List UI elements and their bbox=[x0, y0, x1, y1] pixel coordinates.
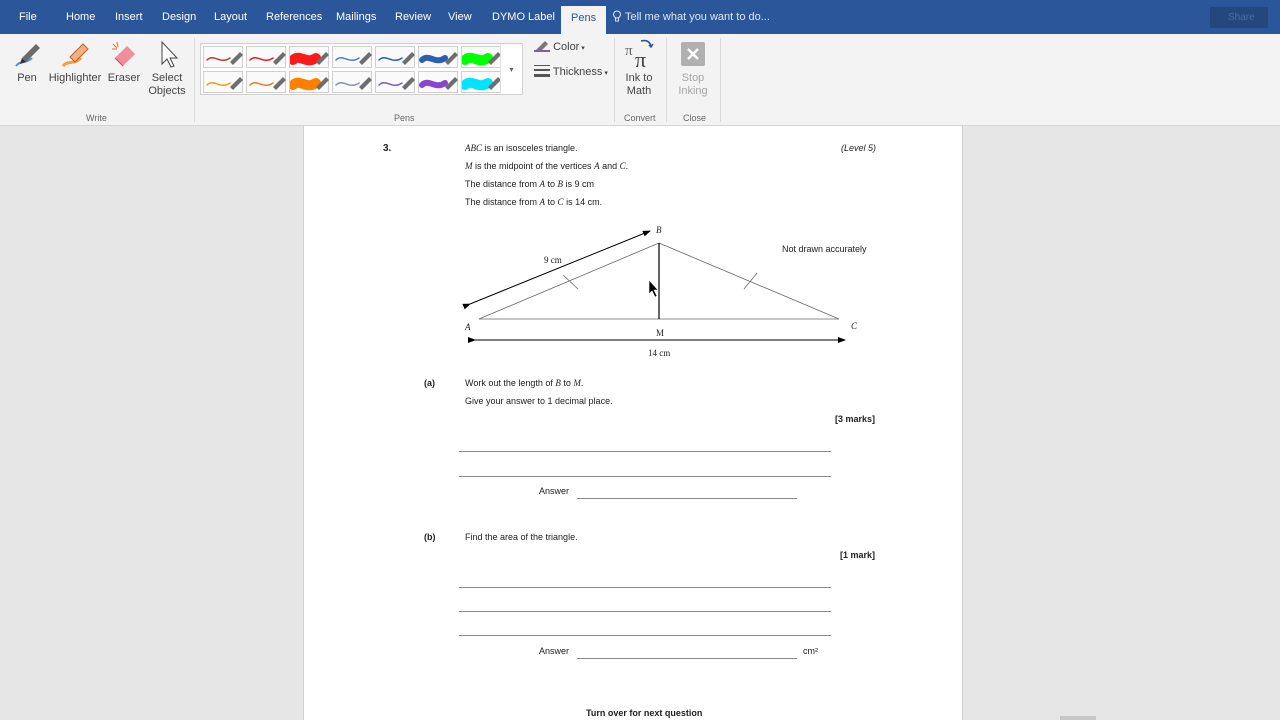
tab-insert[interactable]: Insert bbox=[115, 11, 143, 23]
write-group-label: Write bbox=[86, 113, 107, 123]
part-a-text-2: Give your answer to 1 decimal place. bbox=[465, 396, 613, 406]
pen-swatch[interactable] bbox=[375, 71, 415, 93]
vertex-label-a: A bbox=[465, 322, 471, 332]
pen-swatch[interactable] bbox=[289, 46, 329, 68]
eraser-label: Eraser bbox=[107, 72, 141, 84]
pen-icon bbox=[12, 38, 42, 70]
highlighter-button[interactable] bbox=[48, 38, 102, 85]
side-bc bbox=[659, 243, 839, 319]
horizontal-scrollbar-thumb[interactable] bbox=[1060, 716, 1096, 720]
tick-bc bbox=[744, 273, 757, 289]
length-label-ac: 14 cm bbox=[648, 348, 671, 358]
tab-home[interactable]: Home bbox=[66, 11, 96, 23]
question-number: 3. bbox=[383, 143, 392, 154]
document-page[interactable] bbox=[303, 126, 963, 720]
close-group-label: Close bbox=[683, 113, 707, 123]
stop-inking-label-1: Stop bbox=[681, 72, 705, 84]
select-objects-label-1: Select bbox=[151, 72, 183, 84]
part-b-label: (b) bbox=[424, 532, 436, 542]
highlighter-label: Highlighter bbox=[48, 72, 102, 84]
tab-view[interactable]: View bbox=[448, 11, 472, 23]
question-line-2: M is the midpoint of the vertices A and C. bbox=[465, 161, 629, 171]
thickness-dropdown[interactable]: Thickness ▾ bbox=[534, 65, 608, 78]
eraser-icon bbox=[109, 38, 139, 70]
tab-references[interactable]: References bbox=[266, 11, 323, 23]
pen-swatch[interactable] bbox=[418, 71, 458, 93]
dimension-arrow-ab bbox=[470, 231, 650, 304]
pen-swatch[interactable] bbox=[461, 71, 501, 93]
answer-line[interactable] bbox=[459, 451, 831, 452]
ink-to-math-label-1: Ink to bbox=[625, 72, 653, 84]
pen-swatch[interactable] bbox=[203, 46, 243, 68]
ribbon-pens bbox=[0, 34, 1280, 126]
tab-pens[interactable]: Pens bbox=[561, 6, 606, 34]
pen-button[interactable] bbox=[8, 38, 46, 85]
svg-text:π: π bbox=[635, 47, 647, 70]
chevron-down-icon: ▾ bbox=[509, 65, 514, 74]
pen-swatch[interactable] bbox=[375, 46, 415, 68]
tab-mailings[interactable]: Mailings bbox=[336, 11, 377, 23]
stop-inking-button[interactable] bbox=[673, 38, 713, 98]
pen-swatch[interactable] bbox=[332, 46, 372, 68]
part-b-unit: cm² bbox=[803, 646, 818, 656]
group-separator bbox=[720, 38, 721, 122]
select-objects-label-2: Objects bbox=[148, 85, 186, 97]
vertex-label-c: C bbox=[851, 321, 858, 331]
question-line-4: The distance from A to C is 14 cm. bbox=[465, 197, 603, 207]
pen-swatch[interactable] bbox=[289, 71, 329, 93]
not-drawn-accurately-note: Not drawn accurately bbox=[782, 244, 867, 254]
tab-design[interactable]: Design bbox=[162, 11, 197, 23]
highlighter-icon bbox=[60, 38, 90, 70]
part-b-text: Find the area of the triangle. bbox=[465, 532, 578, 542]
pens-gallery bbox=[200, 43, 523, 95]
eraser-button[interactable] bbox=[104, 38, 144, 85]
svg-text:π: π bbox=[625, 43, 633, 59]
share-label: Share bbox=[1228, 12, 1255, 23]
answer-line[interactable] bbox=[459, 635, 831, 636]
question-line-1: ABC is an isosceles triangle. bbox=[465, 143, 578, 153]
vertex-label-b: B bbox=[656, 225, 662, 235]
convert-group-label: Convert bbox=[624, 113, 656, 123]
part-b-answer-field[interactable] bbox=[577, 658, 797, 659]
part-b-marks: [1 mark] bbox=[840, 550, 876, 560]
mouse-cursor-icon bbox=[649, 280, 658, 297]
part-a-marks: [3 marks] bbox=[835, 414, 876, 424]
turn-over-footer: Turn over for next question bbox=[586, 708, 703, 718]
pen-swatch[interactable] bbox=[332, 71, 372, 93]
cursor-arrow-icon bbox=[152, 38, 182, 70]
part-b-answer-label: Answer bbox=[539, 646, 570, 656]
question-level: (Level 5) bbox=[841, 143, 877, 153]
part-a-text-1: Work out the length of B to M. bbox=[465, 378, 584, 388]
pen-swatch[interactable] bbox=[418, 46, 458, 68]
tab-file[interactable]: File bbox=[19, 11, 37, 23]
close-x-icon bbox=[677, 38, 709, 70]
part-a-answer-field[interactable] bbox=[577, 498, 797, 499]
answer-line[interactable] bbox=[459, 611, 831, 612]
tab-dymo-label[interactable]: DYMO Label bbox=[492, 11, 555, 23]
question-line-3: The distance from A to B is 9 cm bbox=[465, 179, 595, 189]
answer-line[interactable] bbox=[459, 476, 831, 477]
group-separator bbox=[666, 38, 667, 122]
share-button[interactable] bbox=[1210, 7, 1268, 28]
length-label-ab: 9 cm bbox=[544, 255, 562, 265]
thickness-label: Thickness bbox=[552, 66, 603, 78]
answer-line[interactable] bbox=[459, 587, 831, 588]
vertex-label-m: M bbox=[656, 328, 665, 338]
select-objects-button[interactable] bbox=[146, 38, 188, 98]
color-dropdown[interactable]: Color ▾ bbox=[534, 40, 585, 53]
color-label: Color bbox=[553, 41, 580, 53]
pens-group-label: Pens bbox=[394, 113, 415, 123]
tab-review[interactable]: Review bbox=[395, 11, 432, 23]
tick-ab bbox=[563, 275, 578, 289]
tell-me-text: Tell me what you want to do... bbox=[625, 11, 770, 23]
title-tab-bar bbox=[0, 0, 1280, 34]
group-separator bbox=[614, 38, 615, 122]
group-separator bbox=[194, 38, 195, 122]
thickness-lines-icon bbox=[534, 65, 550, 77]
pen-label: Pen bbox=[17, 72, 37, 84]
pen-swatch[interactable] bbox=[203, 71, 243, 93]
tell-me-search[interactable] bbox=[612, 0, 770, 34]
part-a-label: (a) bbox=[424, 378, 435, 388]
pen-swatch[interactable] bbox=[246, 71, 286, 93]
pi-math-icon bbox=[623, 38, 655, 70]
tab-layout[interactable]: Layout bbox=[214, 11, 248, 23]
stop-inking-label-2: Inking bbox=[678, 85, 708, 97]
color-pen-icon bbox=[534, 40, 550, 52]
part-a-answer-label: Answer bbox=[539, 486, 570, 496]
lightbulb-icon bbox=[612, 10, 622, 22]
pen-swatch[interactable] bbox=[461, 46, 501, 68]
ink-to-math-button[interactable] bbox=[619, 38, 659, 98]
ink-to-math-label-2: Math bbox=[626, 85, 652, 97]
gallery-more-button[interactable] bbox=[500, 44, 522, 96]
pen-swatch[interactable] bbox=[246, 46, 286, 68]
